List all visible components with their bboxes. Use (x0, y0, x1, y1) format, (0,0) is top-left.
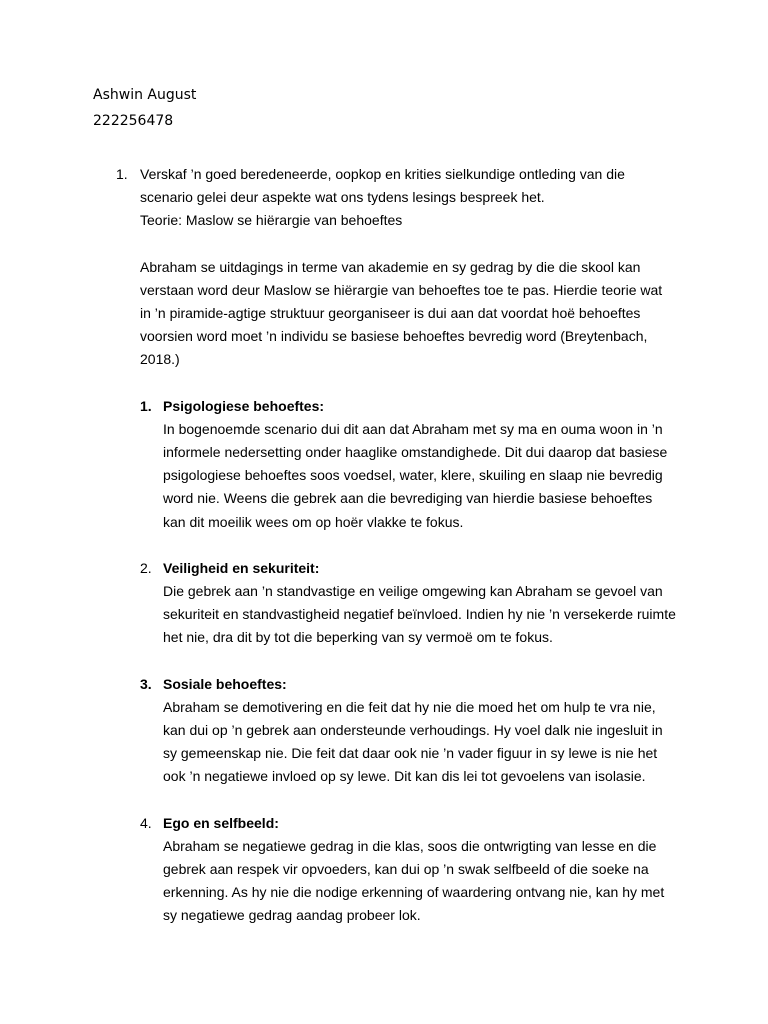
section-number: 2. (140, 559, 152, 576)
section-title: Sosiale behoeftes: (163, 675, 287, 692)
section-safety (140, 557, 676, 650)
section-esteem (140, 812, 676, 928)
section-number: 3. (140, 675, 152, 692)
question-number: 1. (116, 166, 128, 182)
section-title: Psigologiese behoeftes: (163, 397, 325, 414)
section-number: 4. (140, 814, 152, 831)
question-block (116, 163, 676, 928)
section-body: In bogenoemde scenario dui dit aan dat Abraham met sy ma en ouma woon in ’n informele nedersetting onder haaglike omstandighede. Dit dui daarop dat basiese psigologiese behoeftes soos voedsel, water, klere, skuiling en slaap nie bevredig word nie. Weens die gebrek aan die bevrediging van hierdie basiese behoeftes kan dit moeilik wees om op hoër vlakke te fokus. (163, 420, 668, 530)
section-number: 1. (140, 397, 152, 414)
question-text-line1: Verskaf ’n goed beredeneerde, oopkop en krities sielkundige ontleding van die (140, 166, 625, 182)
theory-line: Teorie: Maslow se hiërargie van behoeftes (140, 212, 403, 229)
section-body: Die gebrek aan ’n standvastige en veilige omgewing kan Abraham se gevoel van sekuriteit en standvastigheid negatief beïnvloed. Indien hy nie ’n versekerde ruimte het nie, dra dit by tot die beperking van sy vermoë om te fokus. (163, 583, 676, 646)
question-body (140, 163, 676, 372)
question-text-line2: scenario gelei deur aspekte wat ons tydens lesings bespreek het. (140, 189, 545, 206)
section-title: Ego en selfbeeld: (163, 814, 279, 831)
section-body: Abraham se demotivering en die feit dat hy nie die moed het om hulp te vra nie, kan dui op ’n gebrek aan ondersteunde verhoudings. Hy voel dalk nie ingesluit in sy gemeenskap nie. Die feit dat daar ook nie ’n vader figuur in sy lewe is nie het ook ’n negatiewe invloed op sy lewe. Dit kan dis lei tot gevoelens van isolasie. (163, 698, 663, 785)
section-social (140, 673, 676, 789)
author-name: Ashwin August (93, 87, 197, 103)
section-title: Veiligheid en sekuriteit: (163, 559, 320, 576)
section-physiological (140, 395, 676, 534)
section-body: Abraham se negatiewe gedrag in die klas, soos die ontwrigting van lesse en die gebrek aan respek vir opvoeders, kan dui op ’n swak selfbeeld of die soeke na erkenning. As hy nie die nodige erkenning of waardering ontvang nie, kan hy met sy negatiewe gedrag aandag probeer lok. (163, 837, 665, 924)
intro-paragraph: Abraham se uitdagings in terme van akademie en sy gedrag by die die skool kan verstaan word deur Maslow se hiërargie van behoeftes toe te pas. Hierdie teorie wat in ’n piramide-agtige struktuur georganiseer is dui aan dat voordat hoë behoeftes voorsien word moet ’n individu se basiese behoeftes bevredig word (Breytenbach, 2018.) (140, 258, 663, 368)
student-number: 222256478 (93, 113, 174, 129)
